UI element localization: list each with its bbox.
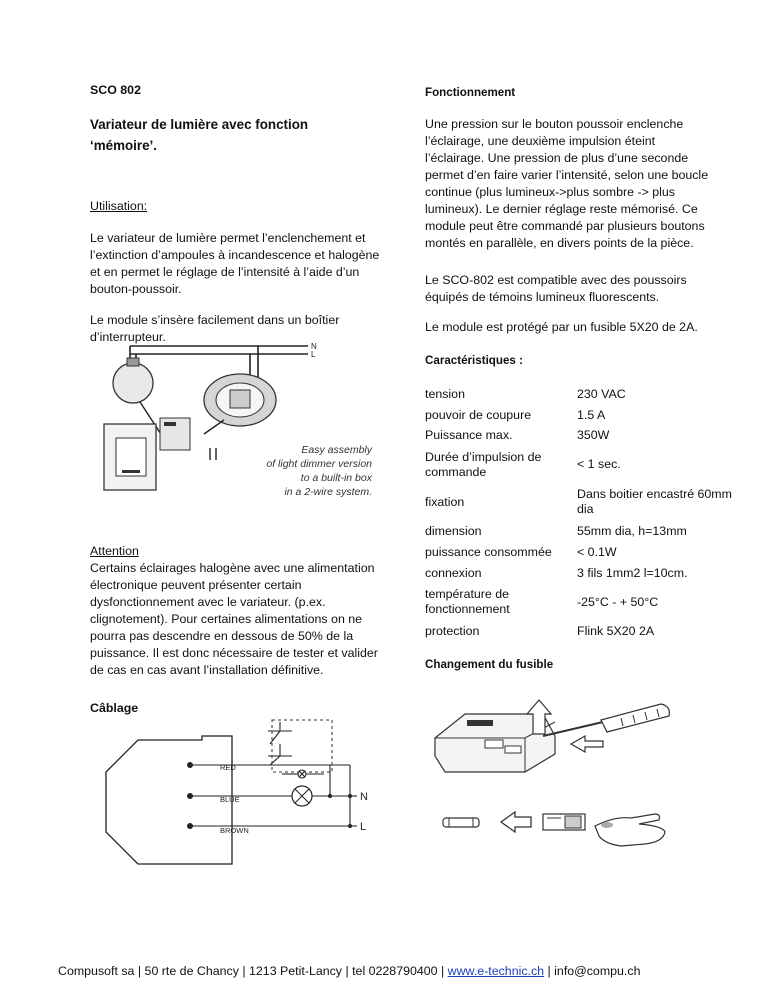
spec-row [425, 563, 737, 584]
spec-value: Flink 5X20 2A [577, 623, 655, 638]
spec-row [425, 521, 737, 542]
spec-value: -25°C - + 50°C [577, 594, 659, 609]
fig-caption-line-3: to a built-in box [300, 472, 372, 484]
arrow-left-icon [501, 812, 531, 832]
footer [58, 964, 640, 978]
functioning-paragraph-3: Le module est protégé par un fusible 5X20 de 2A. [425, 320, 698, 334]
model-number: SCO 802 [90, 83, 141, 97]
page-title: Variateur de lumière avec fonction ‘mémoire’. [90, 117, 309, 153]
spec-value: 230 VAC [577, 387, 626, 401]
spec-key: puissance consommée [425, 545, 552, 559]
wire-label-red: RED [220, 763, 236, 772]
spec-key: tension [425, 387, 465, 401]
spec-key: connexion [425, 566, 482, 580]
functioning-paragraph-2: Le SCO-802 est compatible avec des poussoirs équipés de témoins lumineux fluorescents. [425, 273, 687, 304]
spec-key: protection [425, 623, 480, 638]
specs-table [425, 384, 737, 642]
fig-label-l: L [311, 350, 316, 359]
terminal-label-l: L [360, 821, 367, 833]
fuse-change-heading: Changement du fusible [425, 658, 554, 671]
wiring-diagram [92, 714, 392, 866]
usage-paragraph-1: Le variateur de lumière permet l’enclenchement et l’extinction d’ampoules à incandescence et halogène et en permet le réglage de l’intensité à l’aide d’un bouton-poussoir. [90, 231, 380, 296]
pointing-hand-icon [595, 814, 665, 846]
spec-key: fixation [425, 494, 465, 509]
spec-value: < 0.1W [577, 545, 617, 559]
dimmer-module-icon [160, 418, 190, 450]
spec-value: 55mm dia, h=13mm [577, 524, 687, 538]
spec-row [425, 483, 737, 521]
footer-email: | info@compu.ch [544, 964, 641, 978]
installation-illustration [100, 338, 385, 510]
spec-row [425, 620, 737, 642]
spec-key: dimension [425, 524, 482, 538]
arrow-left-icon [571, 736, 603, 752]
attention-text: Certains éclairages halogène avec une alimentation électronique peuvent présenter certain dysfonctionnement avec le variateur. (p.ex. clignotement). Pour certaines alimentations on ne pourra pas descendre en dessous de 50% de la puissance. Il est donc nécessaire de tester et valider de cas en cas avant l’installation définitive. [90, 561, 378, 677]
website-link[interactable]: www.e-technic.ch [447, 964, 545, 978]
fig-caption-line-2: of light dimmer version [266, 458, 372, 470]
specs-heading: Caractéristiques : [425, 354, 523, 367]
footer-contact: Compusoft sa | 50 rte de Chancy | 1213 Petit-Lancy | tel 0228790400 | [58, 964, 448, 978]
spec-value: < 1 sec. [577, 457, 621, 471]
spec-value: Dans boitier encastré 60mm dia [577, 487, 732, 516]
screwdriver-icon [543, 704, 669, 736]
fig-label-n: N [311, 342, 317, 351]
spec-row [425, 446, 737, 483]
fig-caption-line-1: Easy assembly [301, 444, 372, 456]
attention-heading: Attention [90, 544, 139, 558]
spec-row [425, 584, 737, 620]
fig-caption-line-4: in a 2-wire system. [284, 486, 372, 498]
junction-box-icon [204, 374, 276, 426]
functioning-paragraph-1: Une pression sur le bouton poussoir enclenche l’éclairage, une deuxième impulsion éteint l’éclairage. Une pression de plus d’une seconde permet d’en faire varier l’intensité, selon une boucle continue (plus lumineux->plus sombre -> plus lumineux). Le dernier réglage reste mémorisé. Ce module peut être commandé par plusieurs boutons montés en parallèle, en divers points de la pièce. [425, 117, 709, 250]
spec-value: 350W [577, 428, 610, 442]
fuse-change-illustration [425, 696, 690, 866]
spec-row [425, 405, 737, 425]
spec-key: Puissance max. [425, 428, 513, 442]
wire-label-blue: BLUE [220, 795, 240, 804]
spec-row [425, 425, 737, 446]
spec-row [425, 542, 737, 563]
terminal-label-n: N [360, 791, 368, 803]
wiring-heading: Câblage [90, 701, 139, 715]
functioning-heading: Fonctionnement [425, 86, 516, 99]
wire-label-brown: BROWN [220, 826, 249, 835]
spec-key: température de fonctionnement [425, 587, 510, 616]
fuse-icon [443, 818, 479, 827]
push-button-switch-icon [104, 424, 156, 490]
spec-value: 1.5 A [577, 407, 606, 422]
spec-value: 3 fils 1mm2 l=10cm. [577, 566, 688, 580]
light-bulb-icon [113, 358, 153, 403]
usage-heading: Utilisation: [90, 199, 148, 213]
spec-row [425, 384, 737, 405]
spec-key: Durée d’impulsion de commande [425, 449, 542, 479]
lamp-symbol [292, 786, 312, 806]
usage-paragraph-2: Le module s’insère facilement dans un boîtier d’interrupteur. [90, 313, 340, 344]
spec-key: pouvoir de coupure [425, 407, 532, 422]
fuse-holder-icon [543, 814, 585, 830]
